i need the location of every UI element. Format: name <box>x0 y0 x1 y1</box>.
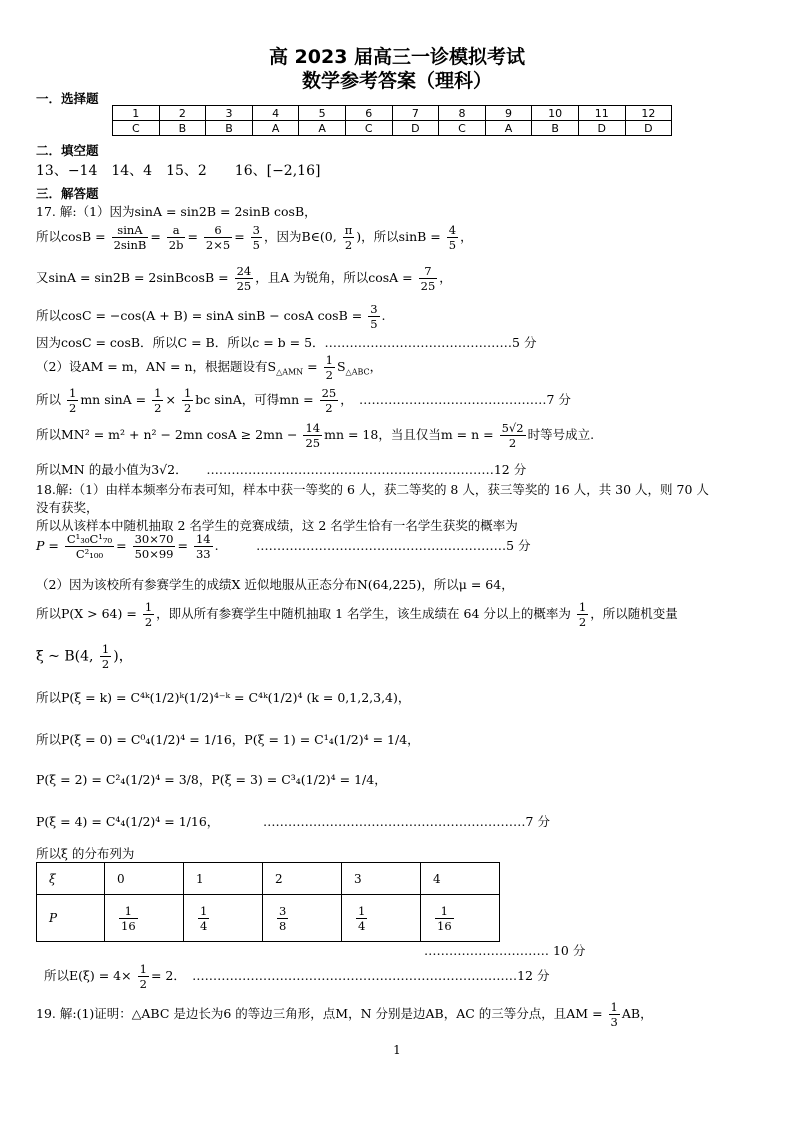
answer-letter-cell: A <box>252 121 299 136</box>
answer-letter-cell: C <box>345 121 392 136</box>
q18-line6: 所以P(X > 64) = $\frac{1}{2}$ ，即从所有参赛学生中随机抽取 1 名学生，该生成绩在 64 分以上的概率为 $\frac{1}{2}$ ，所以随机变量 <box>36 600 678 629</box>
question-number-cell: 4 <box>252 106 299 121</box>
distribution-table <box>36 862 500 942</box>
title-line1: 高 2023 届高三一诊模拟考试 <box>268 46 526 68</box>
question-number-cell: 7 <box>392 106 439 121</box>
q17-line6: （2）设AM = m，AN = n，根据题设有$S_{\triangle AMN}$ = $\frac{1}{2}$ $S_{\triangle ABC}$， <box>36 353 383 382</box>
question-number-cell: 8 <box>439 106 486 121</box>
distribution-xi-cell: ξ <box>37 863 105 895</box>
q17-line4: 所以cosC = −cos(A + B) = sinA sinB − cosA cosB = $\frac{3}{5}$ . <box>36 302 386 331</box>
q17-line7: 所以 $\frac{1}{2}$ mn sinA = $\frac{1}{2}$ × $\frac{1}{2}$ bc sinA，可得mn = $\frac{25}{2}$ ， ………………………………………7 分 <box>36 386 571 415</box>
question-number-cell: 2 <box>159 106 206 121</box>
q18-line1: 18.解:（1）由样本频率分布表可知，样本中获一等奖的 6 人，获二等奖的 8 人，获三等奖的 16 人，共 30 人，则 70 人 <box>36 482 709 497</box>
q18-line7: ξ ~ B(4, $\frac{1}{2}$ )， <box>36 642 133 671</box>
q17-line9: 所以MN 的最小值为3√2． ……………………………………………………………12 分 <box>36 462 527 477</box>
q18-line10: P(ξ = 2) = C²₄(1/2)⁴ = 3/8，P(ξ = 3) = C³₄(1/2)⁴ = 1/4， <box>36 772 387 787</box>
answer-letter-cell: D <box>625 121 672 136</box>
distribution-p-cell: $\frac{1}{16}$ <box>421 895 500 942</box>
answer-letter-cell: D <box>392 121 439 136</box>
question-number-cell: 1 <box>113 106 160 121</box>
question-number-cell: 9 <box>485 106 532 121</box>
answer-letter-cell: A <box>299 121 346 136</box>
answer-letter-row <box>113 121 672 136</box>
distribution-label-p: P <box>37 895 105 942</box>
answer-number-row <box>113 106 672 121</box>
q18-line14: 所以E(ξ) = 4× $\frac{1}{2}$ = 2． ……………………………………………………………………12 分 <box>44 962 550 991</box>
answer-letter-cell: D <box>578 121 625 136</box>
q18-line3: 所以从该样本中随机抽取 2 名学生的竞赛成绩，这 2 名学生恰有一名学生获奖的概率为 <box>36 518 518 533</box>
section3-heading: 三．解答题 <box>36 186 99 201</box>
answer-letter-cell: A <box>485 121 532 136</box>
distribution-xi-cell: 3 <box>342 863 421 895</box>
q18-line5: （2）因为该校所有参赛学生的成绩X 近似地服从正态分布N(64,225)，所以μ = 64， <box>36 577 514 592</box>
distribution-row-p <box>37 895 500 942</box>
question-number-cell: 6 <box>345 106 392 121</box>
q18-line9: 所以P(ξ = 0) = C⁰₄(1/2)⁴ = 1/16，P(ξ = 1) = C¹₄(1/2)⁴ = 1/4， <box>36 732 420 747</box>
question-number-cell: 12 <box>625 106 672 121</box>
section1-heading: 一．选择题 <box>36 91 99 106</box>
distribution-xi-cell: 1 <box>184 863 263 895</box>
q18-line13: ………………………… 10 分 <box>424 943 586 958</box>
q17-line1: 17. 解:（1）因为sinA = sin2B = 2sinB cosB， <box>36 204 317 219</box>
answer-letter-cell: C <box>439 121 486 136</box>
distribution-xi-cell: 4 <box>421 863 500 895</box>
question-number-cell: 10 <box>532 106 579 121</box>
question-number-cell: 11 <box>578 106 625 121</box>
answer-letter-cell: B <box>206 121 253 136</box>
fill-in-answers: 13、−14 14、4 15、2 16、[−2,16] <box>36 163 321 179</box>
q17-line8: 所以MN² = m² + n² − 2mn cosA ≥ 2mn − $\frac{14}{25}$ mn = 18，当且仅当m = n = $\frac{5√2}{2}$ 时等号成立. <box>36 421 595 450</box>
q17-line2: 所以cosB = $\frac{\sin A}{2\sin B}$ = $\frac{a}{2b}$ = $\frac{6}{2\times 5}$ = $\frac{3}{5}$ ，因为B∈(0, $\frac{\pi}{2}$ )，所以sinB = $\frac{4}{5}$ ， <box>36 223 473 252</box>
distribution-xi-cell: 0 <box>105 863 184 895</box>
distribution-p-cell: $\frac{1}{4}$ <box>342 895 421 942</box>
distribution-row-xi <box>37 863 500 895</box>
q17-line3: 又sinA = sin2B = 2sinBcosB = $\frac{24}{25}$ ，且A 为锐角，所以cosA = $\frac{7}{25}$ ， <box>36 264 452 293</box>
distribution-p-cell: $\frac{1}{16}$ <box>105 895 184 942</box>
question-number-cell: 3 <box>206 106 253 121</box>
q18-line4: P = $\frac{\text{C¹₃₀C¹₇₀}}{\text{C²₁₀₀}}$ = $\frac{30\times 70}{50\times 99}$ = $\frac{14}{33}$ . ……………………………………………………5 分 <box>36 532 531 561</box>
q18-line8: 所以P(ξ = k) = C⁴ᵏ(1/2)ᵏ(1/2)⁴⁻ᵏ = C⁴ᵏ(1/2)⁴ (k = 0,1,2,3,4)， <box>36 690 411 705</box>
q17-line5: 因为cosC = cosB．所以C = B．所以c = b = 5．………………………………………5 分 <box>36 335 537 350</box>
page-number: 1 <box>393 1043 401 1057</box>
distribution-p-cell: $\frac{1}{4}$ <box>184 895 263 942</box>
answer-table <box>112 105 672 136</box>
distribution-xi-cell: 2 <box>263 863 342 895</box>
q18-line2: 没有获奖， <box>36 500 99 515</box>
distribution-p-cell: $\frac{3}{8}$ <box>263 895 342 942</box>
answer-letter-cell: B <box>159 121 206 136</box>
question-number-cell: 5 <box>299 106 346 121</box>
q19-line1: 19. 解:(1)证明：△ABC 是边长为6 的等边三角形，点M，N 分别是边AB，AC 的三等分点，且AM = $\frac{1}{3}$ AB， <box>36 1000 653 1029</box>
q18-line12: 所以ξ 的分布列为 <box>36 846 135 861</box>
answer-letter-cell: B <box>532 121 579 136</box>
title-line2: 数学参考答案（理科） <box>301 70 492 92</box>
answer-letter-cell: C <box>113 121 160 136</box>
q18-line11: P(ξ = 4) = C⁴₄(1/2)⁴ = 1/16， ………………………………………………………7 分 <box>36 814 550 829</box>
section2-heading: 二．填空题 <box>36 143 99 158</box>
